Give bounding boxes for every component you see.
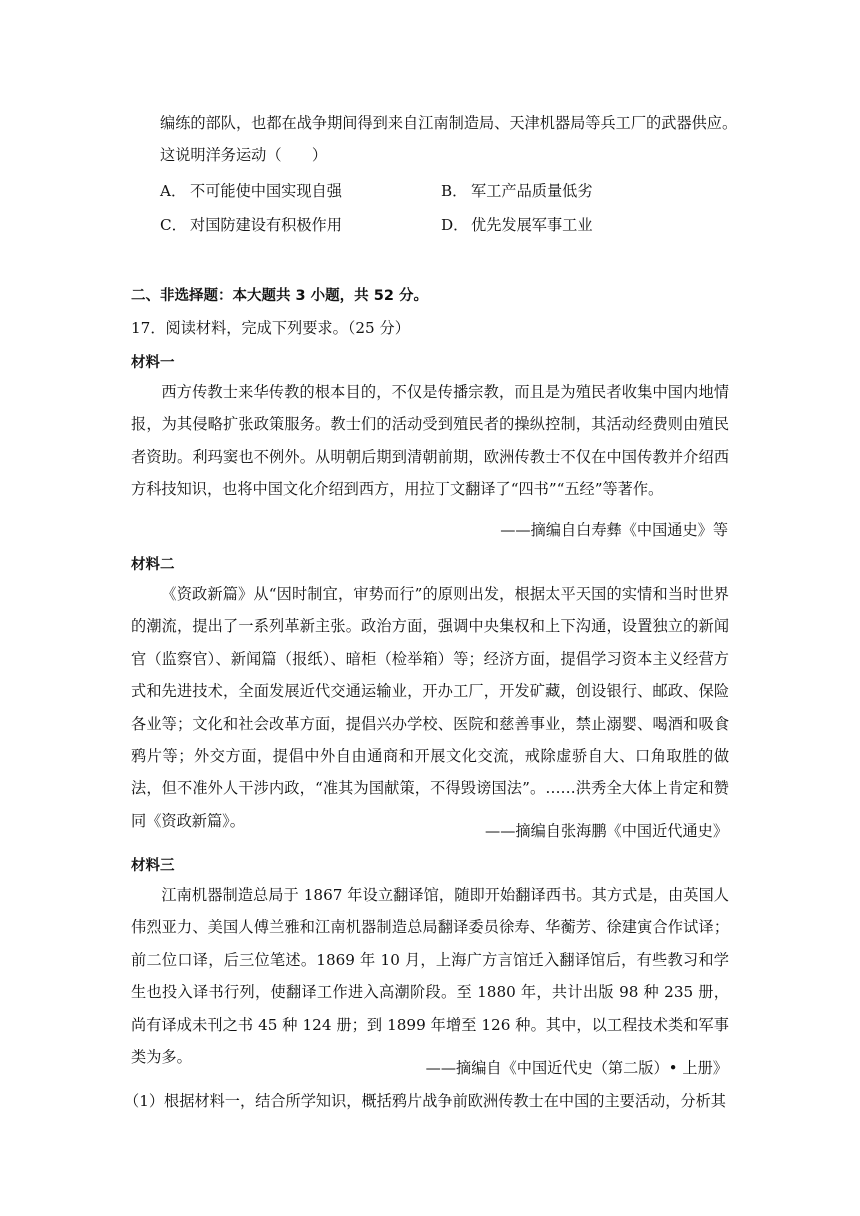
material-2-body: [131, 578, 729, 837]
intro-line-1: 编练的部队，也都在战争期间得到来自江南制造局、天津机器局等兵工厂的武器供应。: [160, 114, 738, 132]
material-1-title: 材料一: [131, 355, 175, 371]
material-3-text: 江南机器制造总局于 1867 年设立翻译馆，随即开始翻译西书。其方式是，由英国人伟烈亚力、美国人傅兰雅和江南机器制造总局翻译委员徐寿、华蘅芳、徐建寅合作试译；前二位口译，后三位笔述。1869 年 10 月，上海广方言馆迁入翻译馆后，有些教习和学生也投入译书行列，使翻译工作进入高潮阶段。至 1880 年，共计出版 98 种 235 册，尚有译成未刊之书 45 种 124 册；到 1899 年增至 126 种。其中，以工程技术类和军事类为多。: [131, 886, 729, 1067]
material-1-text: 西方传教士来华传教的根本目的，不仅是传播宗教，而且是为殖民者收集中国内地情报，为其侵略扩张政策服务。教士们的活动受到殖民者的操纵控制，其活动经费则由殖民者资助。利玛窦也不例外。从明朝后期到清朝前期，欧洲传教士不仅在中国传教并介绍西方科技知识，也将中国文化介绍到西方，用拉丁文翻译了“四书”“五经”等著作。: [131, 383, 729, 499]
option-d-label: D．: [441, 216, 469, 234]
material-2-text: 《资政新篇》从“因时制宜，审势而行”的原则出发，根据太平天国的实情和当时世界的潮流，提出了一系列革新主张。政治方面，强调中央集权和上下沟通，设置独立的新闻官（监察官）、新闻篇（报纸）、暗柜（检举箱）等；经济方面，提倡学习资本主义经营方式和先进技术，全面发展近代交通运输业，开办工厂，开发矿藏，创设银行、邮政、保险各业等；文化和社会改革方面，提倡兴办学校、医院和慈善事业，禁止溺婴、喝酒和吸食鸦片等；外交方面，提倡中外自由通商和开展文化交流，戒除虚骄自大、口角取胜的做法，但不准外人干涉内政，“准其为国献策，不得毁谤国法”。……洪秀全大体上肯定和赞同《资政新篇》。: [131, 585, 729, 830]
material-3-source: ——摘编自《中国近代史（第二版）• 上册》: [425, 1059, 728, 1077]
option-c: [160, 214, 342, 235]
material-3-body: [131, 879, 729, 1073]
material-2-title: 材料二: [131, 557, 175, 573]
material-3-title: 材料三: [131, 858, 175, 874]
option-c-text: 对国防建设有积极作用: [190, 216, 342, 234]
option-d-text: 优先发展军事工业: [471, 216, 593, 234]
option-b-label: B．: [441, 182, 468, 200]
option-d: [441, 214, 593, 235]
option-a-label: A．: [160, 182, 187, 200]
option-c-label: C．: [160, 216, 187, 234]
section-title: 二、非选择题：本大题共 3 小题，共 52 分。: [131, 288, 428, 304]
question-17: 17．阅读材料，完成下列要求。（25 分）: [131, 319, 410, 337]
option-a: [160, 180, 342, 201]
option-a-text: 不可能使中国实现自强: [190, 182, 342, 200]
option-b-text: 军工产品质量低劣: [471, 182, 593, 200]
option-b: [441, 180, 593, 201]
material-1-source: ——摘编自白寿彝《中国通史》等: [500, 521, 728, 539]
intro-line-2: 这说明洋务运动（ ）: [160, 146, 328, 164]
sub-question-1: （1）根据材料一，结合所学知识，概括鸦片战争前欧洲传教士在中国的主要活动，分析其: [124, 1092, 726, 1110]
material-2-source: ——摘编自张海鹏《中国近代通史》: [485, 822, 728, 840]
material-1-body: [131, 376, 729, 506]
